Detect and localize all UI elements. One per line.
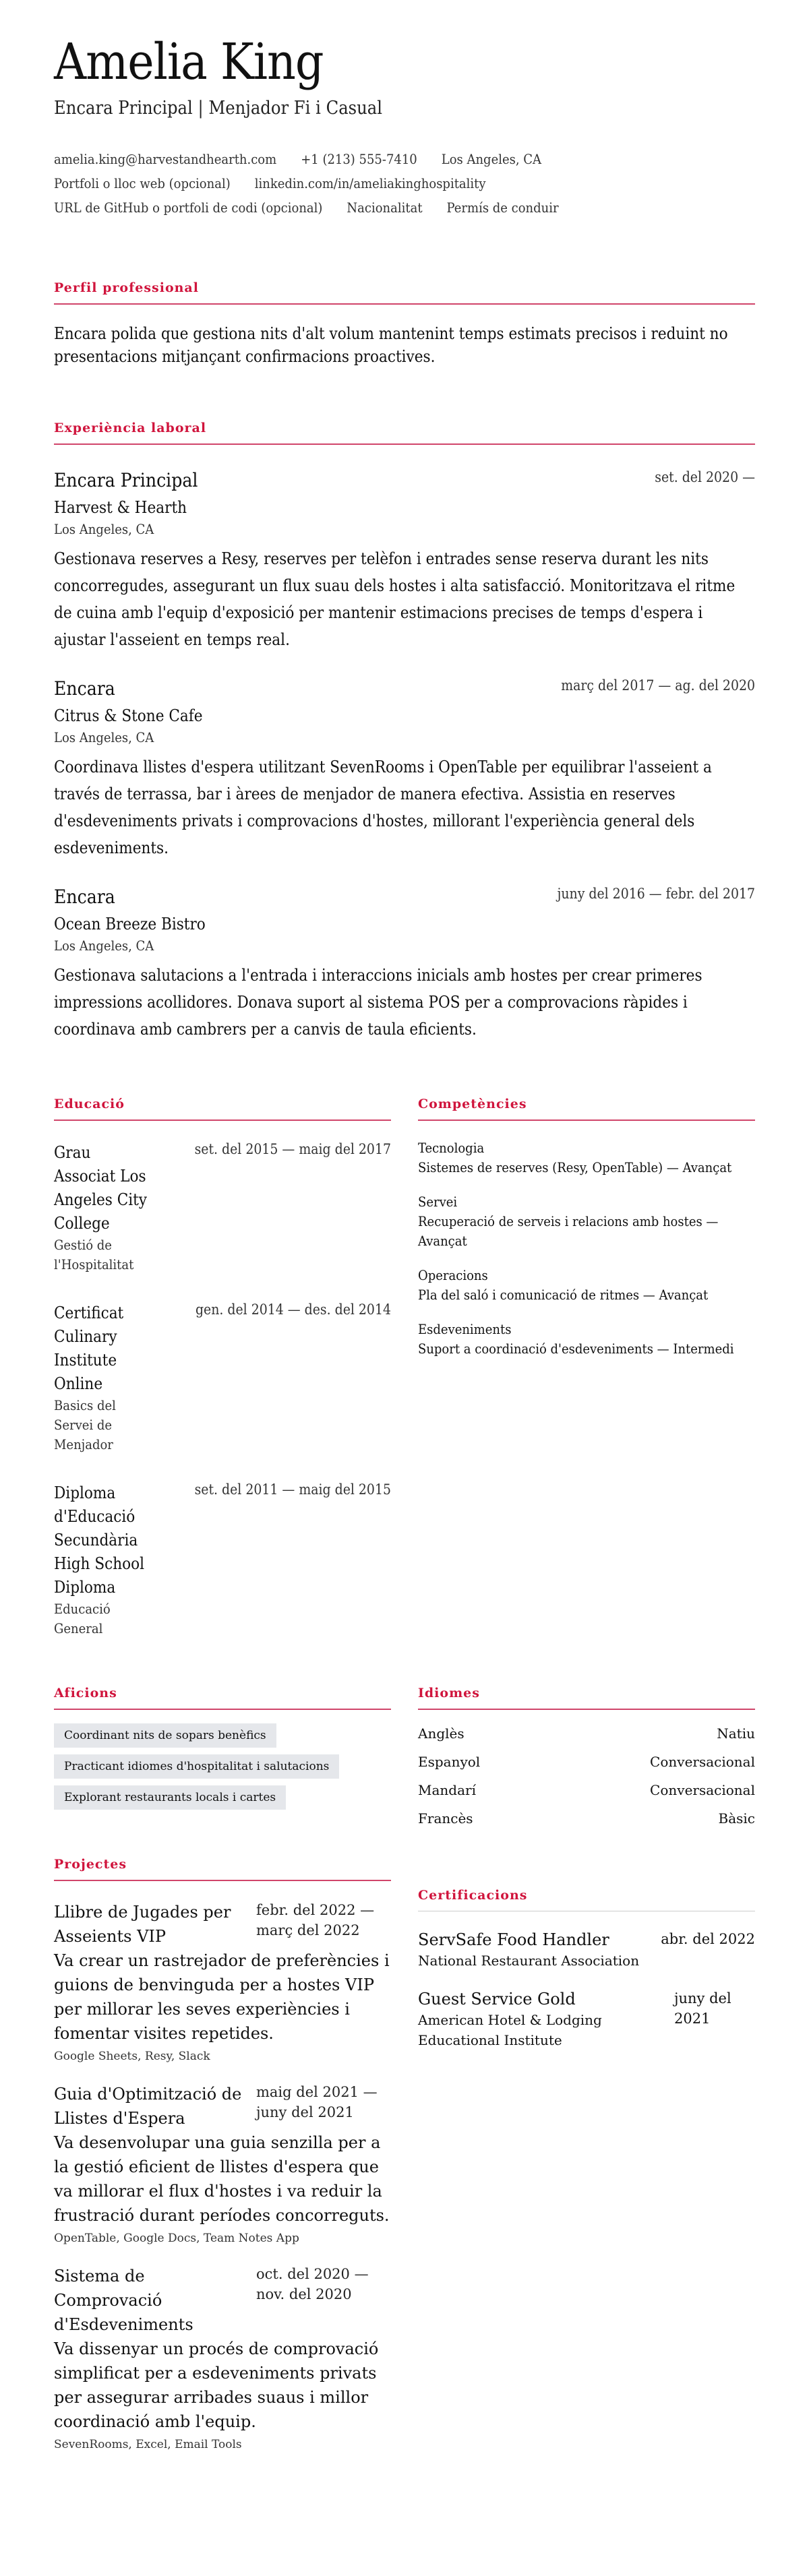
project-entry	[54, 2264, 391, 2451]
cert-issuer: National Restaurant Association	[418, 1953, 640, 1969]
job-location: Los Angeles, CA	[54, 729, 154, 746]
candidate-title: Encara Principal | Menjador Fi i Casual	[54, 98, 383, 119]
education-date: set. del 2011 — maig del 2015	[194, 1481, 391, 1498]
two-column-row	[54, 1686, 755, 2451]
skills-section	[418, 1097, 755, 1638]
skill-category: Esdeveniments	[418, 1321, 512, 1338]
projects-section	[54, 1857, 391, 2451]
language-name: Francès	[418, 1810, 473, 1827]
language-row	[418, 1719, 755, 1748]
section-title: Educació	[54, 1097, 391, 1121]
degree: Diploma d'Educació Secundària High School Diploma	[54, 1483, 145, 1597]
job-date: juny del 2016 — febr. del 2017	[557, 886, 755, 902]
section-title: Experiència laboral	[54, 421, 755, 445]
cert-date: abr. del 2022	[661, 1931, 755, 1948]
certifications-section	[418, 1888, 755, 2050]
education-section	[54, 1097, 391, 1638]
education-entry	[54, 1301, 391, 1454]
project-description: Va crear un rastrejador de preferències i guions de benvinguda per a hostes VIP per millorar les seves experiències i fomentar visites repetides.	[54, 1951, 390, 2044]
hobby-tag: Coordinant nits de sopars benèfics	[54, 1723, 276, 1748]
job-title: Encara Principal	[54, 469, 198, 492]
project-title: Guia d'Optimització de Llistes d'Espera	[54, 2085, 242, 2128]
skill-group	[418, 1266, 755, 1305]
hobby-tag: Explorant restaurants locals i cartes	[54, 1785, 286, 1810]
hobbies-section	[54, 1686, 391, 1810]
cert-issuer: American Hotel & Lodging Educational Institute	[418, 2012, 602, 2049]
summary-section	[54, 280, 755, 368]
job-description: Gestionava salutacions a l'entrada i interaccions inicials amb hostes per crear primeres impressions acollidores. Donava suport al sistema POS per a comprovacions ràpides i coordinava amb cambrers per a canvis de taula eficients.	[54, 966, 702, 1039]
job-entry	[54, 469, 755, 653]
section-title: Idiomes	[418, 1686, 755, 1710]
phone: +1 (213) 555-7410	[301, 151, 417, 168]
education-entry	[54, 1141, 391, 1275]
project-title: Sistema de Comprovació d'Esdeveniments	[54, 2267, 193, 2335]
skill-detail: Suport a coordinació d'esdeveniments — Intermedi	[418, 1341, 734, 1357]
linkedin-link[interactable]: linkedin.com/in/ameliakinghospitality	[254, 175, 486, 192]
project-tech: SevenRooms, Excel, Email Tools	[54, 2438, 242, 2452]
language-level: Natiu	[717, 1725, 755, 1742]
cert-name: ServSafe Food Handler	[418, 1930, 609, 1950]
cert-name: Guest Service Gold	[418, 1990, 576, 2009]
skill-detail: Sistemes de reserves (Resy, OpenTable) — Avançat	[418, 1159, 732, 1176]
language-level: Conversacional	[650, 1754, 755, 1771]
field-of-study: Gestió de l'Hospitalitat	[54, 1237, 134, 1273]
contact-row	[54, 147, 755, 171]
portfolio-link[interactable]: Portfoli o lloc web (opcional)	[54, 175, 231, 192]
education-date: gen. del 2014 — des. del 2014	[195, 1301, 391, 1318]
job-location: Los Angeles, CA	[54, 938, 154, 954]
project-description: Va dissenyar un procés de comprovació simplificat per a esdeveniments privats per assegurar arribades suaus i millor coordinació amb l'equip.	[54, 2339, 379, 2432]
language-level: Conversacional	[650, 1782, 755, 1799]
field-of-study: Educació General	[54, 1601, 111, 1637]
project-date: febr. del 2022 — març del 2022	[256, 1902, 375, 1939]
section-title: Projectes	[54, 1857, 391, 1881]
company: Citrus & Stone Cafe	[54, 706, 203, 726]
skill-category: Tecnologia	[418, 1140, 485, 1157]
job-entry	[54, 886, 755, 1043]
education-entry	[54, 1481, 391, 1638]
skill-group	[418, 1138, 755, 1177]
section-title: Perfil professional	[54, 280, 755, 305]
job-description: Coordinava llistes d'espera utilitzant SevenRooms i OpenTable per equilibrar l'asseient a través de terrassa, bar i àrees de menjador de manera efectiva. Assistia en reserves d'esdeveniments privats i comprovacions d'hostes, millorant l'experiència general dels esdeveniments.	[54, 758, 712, 858]
education-date: set. del 2015 — maig del 2017	[194, 1141, 391, 1158]
job-date: set. del 2020 —	[655, 469, 755, 486]
github-link[interactable]: URL de GitHub o portfoli de codi (opcional)	[54, 200, 323, 216]
field-of-study: Basics del Servei de Menjador	[54, 1397, 116, 1453]
skill-detail: Recuperació de serveis i relacions amb hostes — Avançat	[418, 1213, 719, 1250]
skill-group	[418, 1320, 755, 1359]
project-title: Llibre de Jugades per Asseients VIP	[54, 1903, 231, 1946]
contact-row	[54, 195, 755, 220]
section-title: Aficions	[54, 1686, 391, 1710]
language-row	[418, 1748, 755, 1776]
languages-section	[418, 1686, 755, 1833]
job-title: Encara	[54, 886, 115, 909]
location: Los Angeles, CA	[441, 151, 542, 168]
certification-entry	[418, 1929, 755, 1971]
two-column-row	[54, 1097, 755, 1638]
degree: Grau Associat Los Angeles City College	[54, 1143, 147, 1233]
section-title: Certificacions	[418, 1888, 755, 1911]
certification-entry	[418, 1988, 755, 2050]
candidate-name: Amelia King	[54, 33, 324, 91]
language-name: Mandarí	[418, 1782, 476, 1799]
project-tech: OpenTable, Google Docs, Team Notes App	[54, 2232, 299, 2246]
section-title: Competències	[418, 1097, 755, 1121]
language-level: Bàsic	[718, 1810, 755, 1827]
project-description: Va desenvolupar una guia senzilla per a la gestió eficient de llistes d'espera que va millorar el flux d'hostes i va reduir la frustració durant períodes concorreguts.	[54, 2133, 390, 2226]
resume-header	[54, 35, 755, 220]
nationality: Nacionalitat	[347, 200, 423, 216]
company: Ocean Breeze Bistro	[54, 915, 206, 934]
project-entry	[54, 1900, 391, 2063]
job-date: març del 2017 — ag. del 2020	[561, 677, 755, 694]
summary-text: Encara polida que gestiona nits d'alt volum mantenint temps estimats precisos i reduint no presentacions mitjançant confirmacions proactives.	[54, 324, 728, 367]
degree: Certificat Culinary Institute Online	[54, 1304, 124, 1394]
job-location: Los Angeles, CA	[54, 521, 154, 538]
experience-section	[54, 421, 755, 1043]
driving-license: Permís de conduir	[446, 200, 559, 216]
language-row	[418, 1804, 755, 1833]
company: Harvest & Hearth	[54, 498, 187, 518]
skill-category: Operacions	[418, 1267, 488, 1284]
job-description: Gestionava reserves a Resy, reserves per telèfon i entrades sense reserva durant les nits concorregudes, assegurant un flux suau dels hostes i alta satisfacció. Monitoritzava el ritme de cuina amb l'equip d'exposició per mantenir estimacions precises de temps d'espera i ajustar l'asseient en temps real.	[54, 549, 736, 650]
skill-detail: Pla del saló i comunicació de ritmes — Avançat	[418, 1287, 709, 1304]
language-row	[418, 1776, 755, 1804]
skill-category: Servei	[418, 1194, 458, 1210]
project-date: maig del 2021 — juny del 2021	[256, 2084, 378, 2121]
job-title: Encara	[54, 677, 115, 700]
cert-date: juny del 2021	[674, 1990, 731, 2027]
language-name: Espanyol	[418, 1754, 481, 1771]
project-tech: Google Sheets, Resy, Slack	[54, 2050, 210, 2064]
contact-info	[54, 147, 755, 220]
contact-row	[54, 171, 755, 195]
skill-group	[418, 1192, 755, 1251]
project-date: oct. del 2020 — nov. del 2020	[256, 2266, 369, 2303]
language-name: Anglès	[418, 1725, 465, 1742]
email-link[interactable]: amelia.king@harvestandhearth.com	[54, 151, 277, 168]
hobby-tag: Practicant idiomes d'hospitalitat i salutacions	[54, 1754, 339, 1779]
job-entry	[54, 677, 755, 861]
project-entry	[54, 2082, 391, 2245]
